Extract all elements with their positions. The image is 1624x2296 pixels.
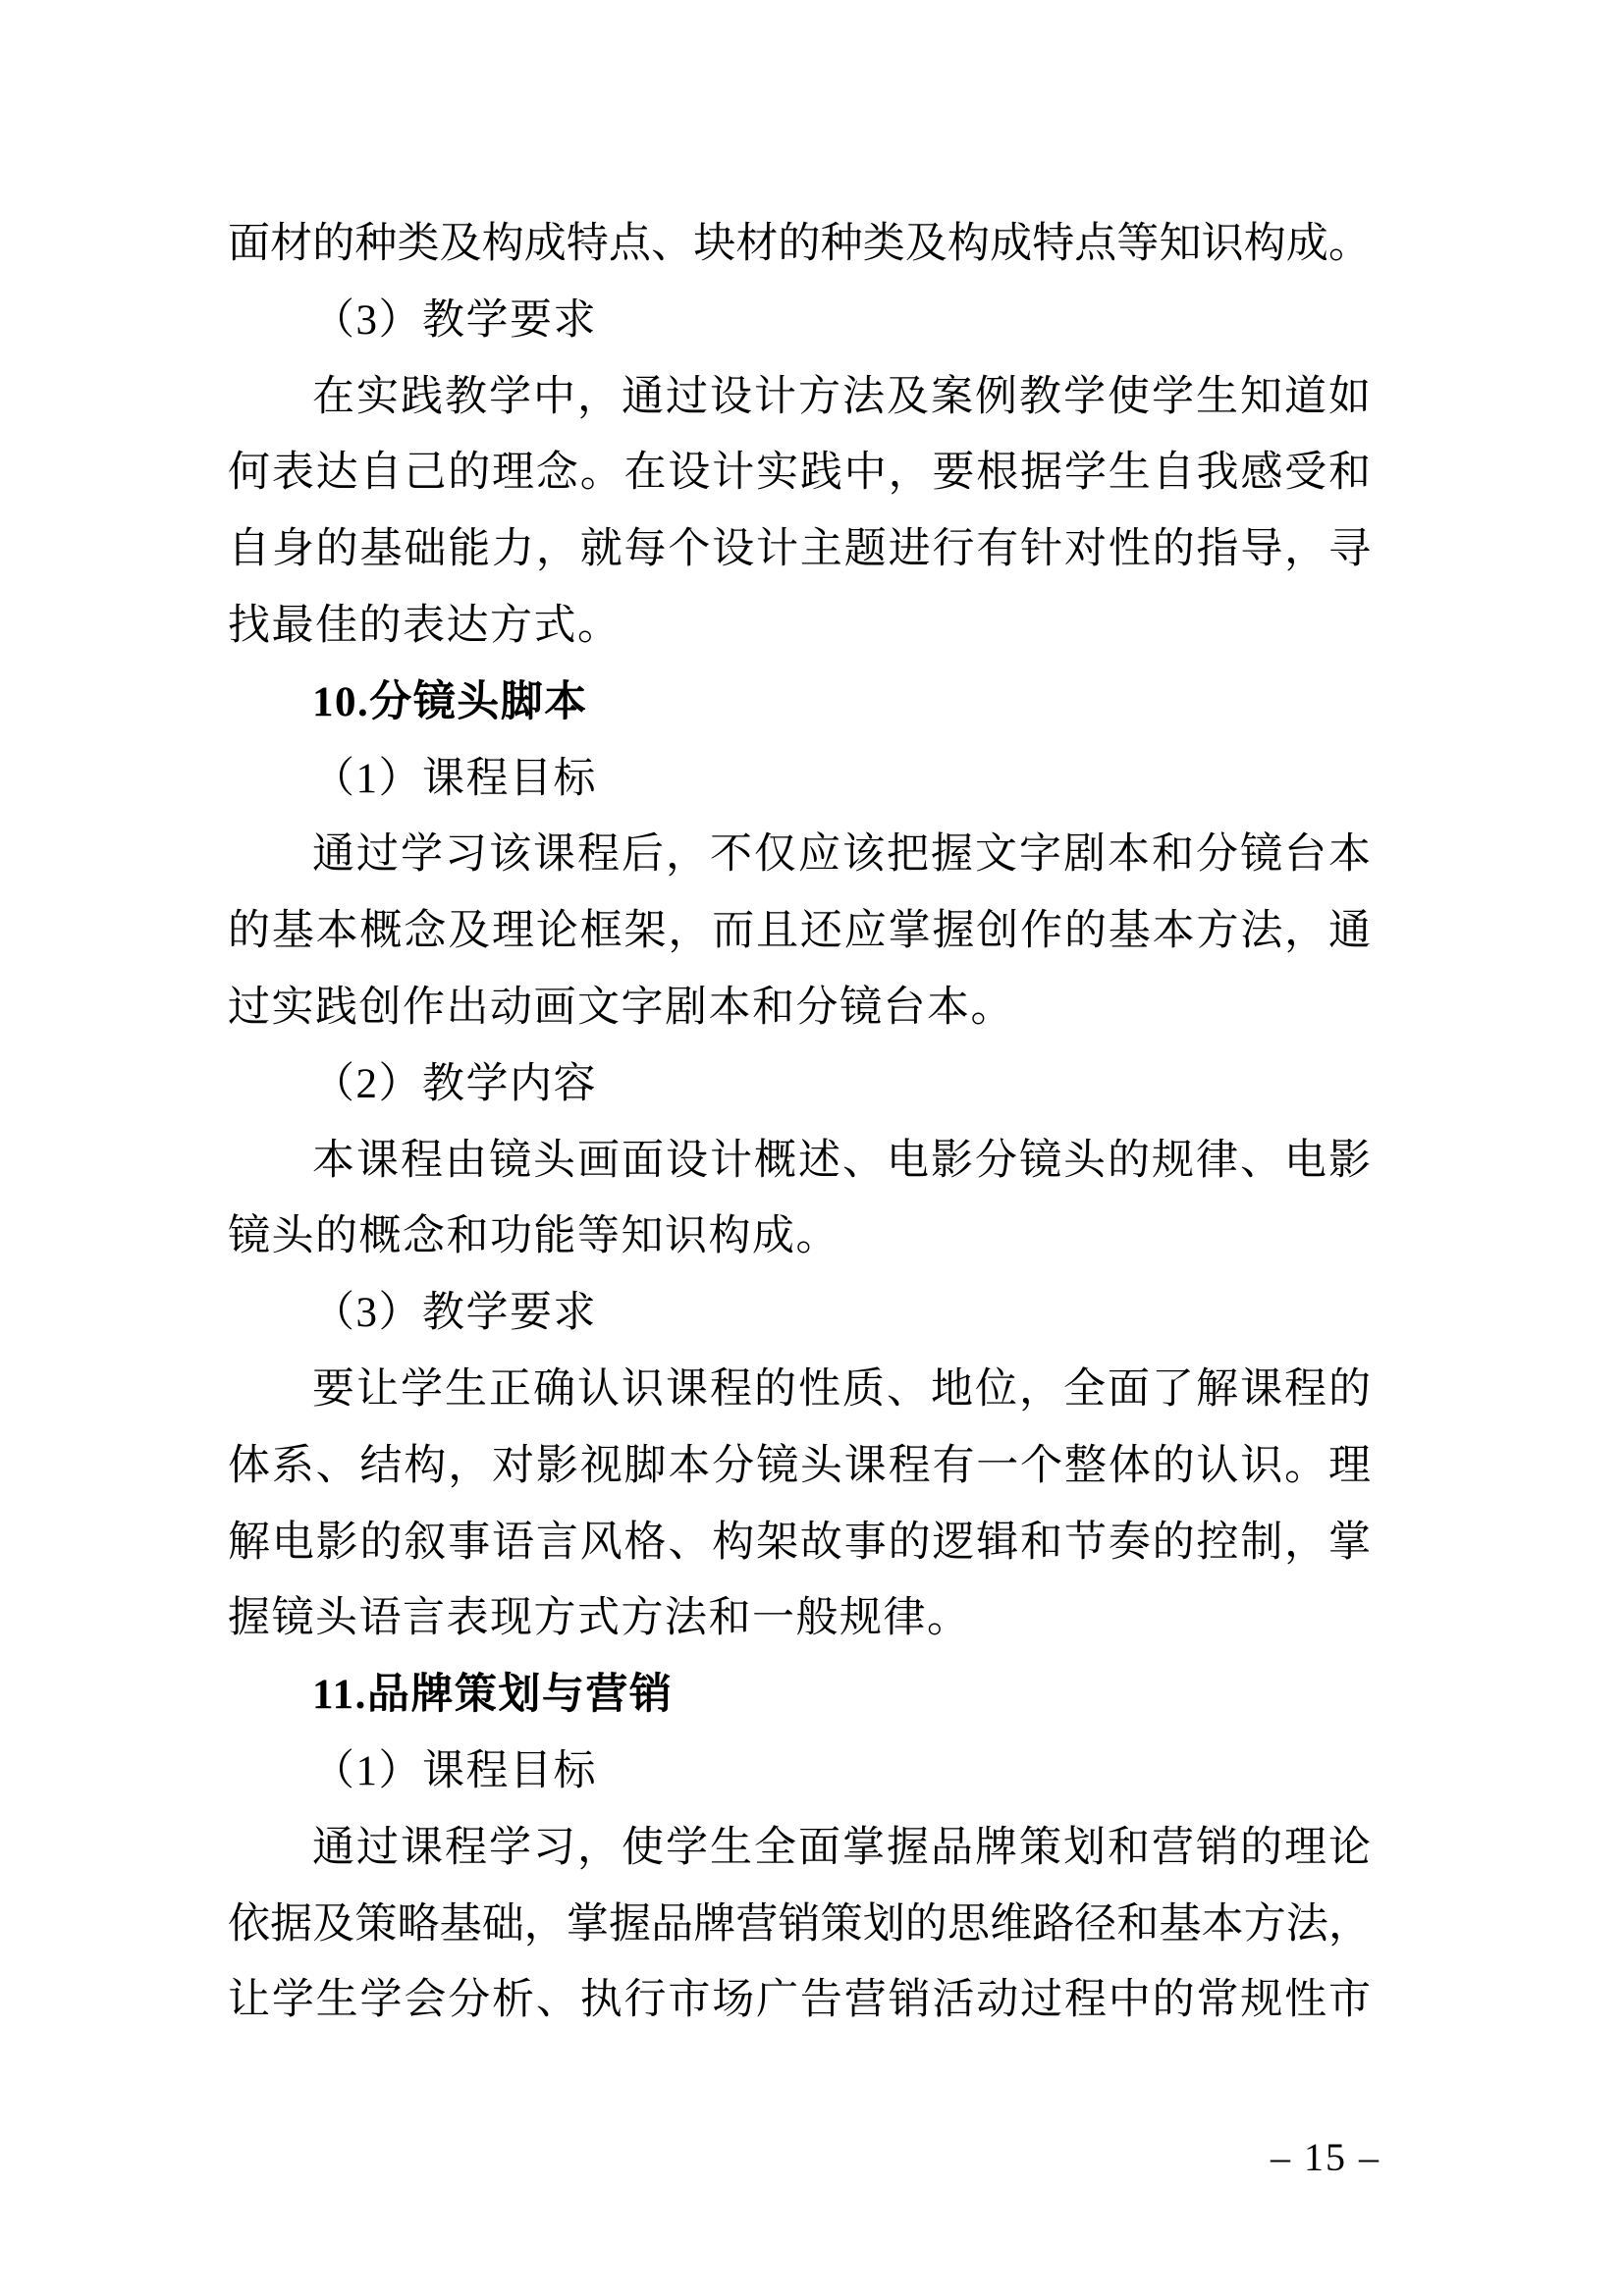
subheading-line: （1）课程目标 bbox=[312, 755, 597, 802]
document-body bbox=[228, 206, 1371, 2039]
subheading-line: （3）教学要求 bbox=[312, 296, 597, 344]
paragraph-line: 本课程由镜头画面设计概述、电影分镜头的规律、电影 bbox=[312, 1137, 1371, 1184]
paragraph-line: 让学生学会分析、执行市场广告营销活动过程中的常规性市 bbox=[228, 1977, 1371, 2024]
paragraph-continuation-line: 面材的种类及构成特点、块材的种类及构成特点等知识构成。 bbox=[228, 221, 1371, 267]
paragraph-line: 握镜头语言表现方式方法和一般规律。 bbox=[228, 1595, 971, 1642]
paragraph-line: 过实践创作出动画文字剧本和分镜台本。 bbox=[228, 984, 1014, 1031]
paragraph-line: 通过学习该课程后，不仅应该把握文字剧本和分镜台本 bbox=[312, 831, 1371, 879]
paragraph-line: 体系、结构，对影视脚本分镜头课程有一个整体的认识。理 bbox=[228, 1442, 1371, 1489]
paragraph-line: 通过课程学习，使学生全面掌握品牌策划和营销的理论 bbox=[312, 1824, 1371, 1871]
paragraph-line: 的基本概念及理论框架，而且还应掌握创作的基本方法，通 bbox=[228, 908, 1371, 955]
page-number: – 15 – bbox=[1271, 2135, 1380, 2179]
paragraph-line: 自身的基础能力，就每个设计主题进行有针对性的指导，寻 bbox=[228, 526, 1371, 573]
paragraph-line: 镜头的概念和功能等知识构成。 bbox=[228, 1213, 839, 1260]
paragraph-line: 在实践教学中，通过设计方法及案例教学使学生知道如 bbox=[312, 373, 1371, 420]
subheading-line: （1）课程目标 bbox=[312, 1747, 597, 1794]
paragraph-line: 解电影的叙事语言风格、构架故事的逻辑和节奏的控制，掌 bbox=[228, 1519, 1371, 1566]
subheading-line: （3）教学要求 bbox=[312, 1290, 597, 1337]
course-heading-line: 11.品牌策划与营销 bbox=[312, 1672, 674, 1719]
subheading-line: （2）教学内容 bbox=[312, 1060, 597, 1107]
paragraph-line: 依据及策略基础，掌握品牌营销策划的思维路径和基本方法， bbox=[228, 1900, 1371, 1948]
paragraph-line: 找最佳的表达方式。 bbox=[228, 602, 622, 649]
course-heading-line: 10.分镜头脚本 bbox=[312, 678, 588, 725]
paragraph-line: 何表达自己的理念。在设计实践中，要根据学生自我感受和 bbox=[228, 450, 1371, 497]
paragraph-line: 要让学生正确认识课程的性质、地位，全面了解课程的 bbox=[312, 1365, 1371, 1413]
